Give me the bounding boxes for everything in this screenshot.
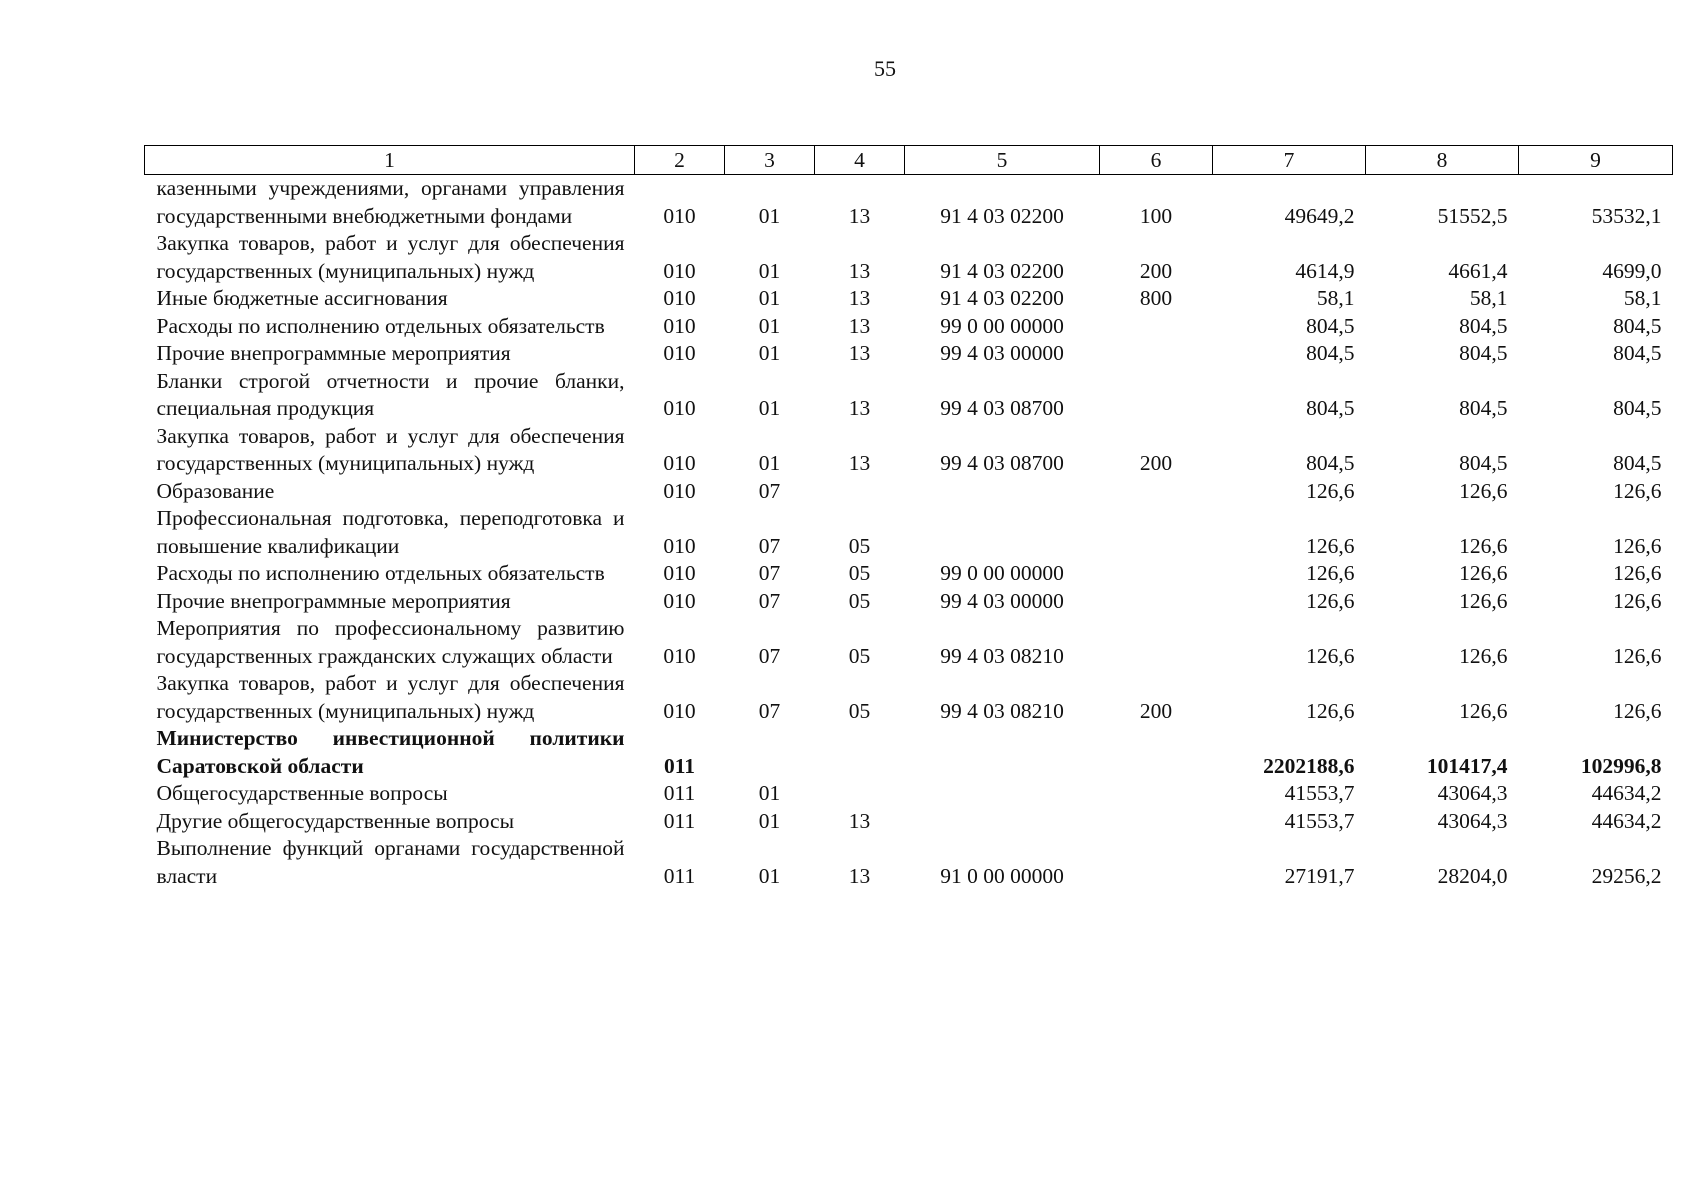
row-name: Образование [156, 478, 275, 503]
amount-col7: 126,6 [1306, 698, 1355, 723]
section-code: 01 [758, 863, 781, 888]
amount-col9: 29256,2 [1591, 863, 1662, 888]
row-name: Мероприятия по профессиональному развитию государственных гражданских служащих области [156, 616, 625, 668]
subsection-code: 13 [848, 341, 871, 365]
subsection-code: 13 [848, 808, 871, 833]
section-code: 01 [758, 808, 781, 833]
amount-col7: 804,5 [1306, 313, 1355, 338]
target-article-code: 99 4 03 08210 [940, 643, 1064, 668]
ministry-code: 010 [663, 698, 696, 723]
section-code: 01 [758, 258, 781, 283]
amount-col8: 804,5 [1459, 341, 1508, 365]
row-name: казенными учреждениями, органами управления государственными внебюджетными фондами [156, 176, 625, 228]
amount-col8: 126,6 [1459, 561, 1508, 585]
ministry-code: 010 [663, 341, 696, 365]
table-row [145, 835, 1673, 890]
row-name: Расходы по исполнению отдельных обязательств [156, 561, 605, 585]
amount-col7: 126,6 [1306, 478, 1355, 503]
expense-type-code [1100, 588, 1213, 616]
amount-col7: 2202188,6 [1263, 753, 1355, 778]
expense-type-code [1100, 313, 1213, 341]
section-code: 07 [758, 588, 781, 613]
column-header: 2 [635, 146, 725, 175]
section-code: 07 [758, 561, 781, 585]
amount-col7: 126,6 [1306, 643, 1355, 668]
amount-col8: 804,5 [1459, 396, 1508, 420]
row-name: Прочие внепрограммные мероприятия [156, 588, 511, 613]
amount-col9: 126,6 [1613, 533, 1662, 558]
ministry-code: 010 [663, 643, 696, 668]
amount-col7: 49649,2 [1284, 203, 1355, 228]
section-code: 01 [758, 451, 781, 475]
amount-col8: 126,6 [1459, 698, 1508, 723]
column-header: 8 [1366, 146, 1519, 175]
row-name: Профессиональная подготовка, переподготовка и повышение квалификации [156, 506, 625, 558]
ministry-code: 011 [663, 753, 696, 778]
amount-col7: 41553,7 [1284, 781, 1355, 805]
subsection-code [815, 478, 905, 506]
amount-col8: 101417,4 [1426, 753, 1508, 778]
target-article-code: 99 0 00 00000 [940, 561, 1064, 585]
row-name: Расходы по исполнению отдельных обязательств [156, 313, 605, 338]
section-code: 01 [758, 313, 781, 338]
target-article-code: 99 4 03 00000 [940, 341, 1064, 365]
subsection-code: 05 [848, 698, 871, 723]
amount-col8: 804,5 [1459, 313, 1508, 338]
amount-col8: 126,6 [1459, 643, 1508, 668]
amount-col9: 102996,8 [1580, 753, 1662, 778]
amount-col9: 4699,0 [1602, 258, 1662, 283]
expense-type-code: 200 [1139, 258, 1173, 283]
table-row [145, 340, 1673, 368]
target-article-code: 99 4 03 08700 [940, 396, 1064, 420]
table-row [145, 780, 1673, 808]
amount-col9: 44634,2 [1591, 808, 1662, 833]
ministry-code: 011 [663, 863, 696, 888]
amount-col8: 804,5 [1459, 451, 1508, 475]
amount-col7: 804,5 [1306, 396, 1355, 420]
budget-table [144, 145, 1673, 890]
ministry-code: 011 [663, 808, 696, 833]
subsection-code: 13 [848, 286, 871, 310]
column-header: 1 [145, 146, 635, 175]
amount-col8: 4661,4 [1448, 258, 1508, 283]
target-article-code: 91 4 03 02200 [940, 286, 1064, 310]
column-header: 4 [815, 146, 905, 175]
subsection-code: 05 [848, 561, 871, 585]
target-article-code [905, 780, 1100, 808]
row-name: Прочие внепрограммные мероприятия [156, 341, 511, 365]
row-name: Общегосударственные вопросы [156, 781, 448, 805]
subsection-code: 05 [848, 643, 871, 668]
subsection-code [815, 780, 905, 808]
expense-type-code [1100, 780, 1213, 808]
amount-col7: 126,6 [1306, 561, 1355, 585]
column-header: 3 [725, 146, 815, 175]
subsection-code: 13 [848, 258, 871, 283]
expense-type-code [1100, 808, 1213, 836]
section-code: 07 [758, 533, 781, 558]
subsection-code [815, 725, 905, 780]
amount-col8: 28204,0 [1437, 863, 1508, 888]
target-article-code [905, 505, 1100, 560]
subsection-code: 13 [848, 863, 871, 888]
amount-col8: 126,6 [1459, 533, 1508, 558]
amount-col8: 51552,5 [1437, 203, 1508, 228]
column-header: 5 [905, 146, 1100, 175]
amount-col7: 58,1 [1316, 286, 1355, 310]
row-name: Закупка товаров, работ и услуг для обеспечения государственных (муниципальных) нужд [156, 671, 625, 723]
row-name: Бланки строгой отчетности и прочие бланки, специальная продукция [156, 368, 625, 420]
amount-col9: 58,1 [1623, 286, 1662, 310]
table-row [145, 560, 1673, 588]
subsection-code: 13 [848, 451, 871, 475]
expense-type-code [1100, 368, 1213, 423]
table-row [145, 368, 1673, 423]
ministry-code: 010 [663, 286, 696, 310]
target-article-code [905, 725, 1100, 780]
amount-col7: 126,6 [1306, 588, 1355, 613]
amount-col7: 804,5 [1306, 451, 1355, 475]
target-article-code: 99 4 03 00000 [940, 588, 1064, 613]
expense-type-code [1100, 725, 1213, 780]
amount-col9: 126,6 [1613, 698, 1662, 723]
amount-col9: 804,5 [1613, 451, 1662, 475]
row-name: Выполнение функций органами государственной власти [156, 836, 625, 888]
expense-type-code [1100, 340, 1213, 368]
table-row [145, 505, 1673, 560]
amount-col9: 126,6 [1613, 588, 1662, 613]
amount-col8: 126,6 [1459, 588, 1508, 613]
amount-col9: 804,5 [1613, 313, 1662, 338]
target-article-code [905, 478, 1100, 506]
subsection-code: 05 [848, 588, 871, 613]
amount-col9: 44634,2 [1591, 781, 1662, 805]
expense-type-code: 100 [1139, 203, 1173, 228]
row-name: Закупка товаров, работ и услуг для обеспечения государственных (муниципальных) нужд [156, 231, 625, 283]
table-row [145, 230, 1673, 285]
table-row [145, 313, 1673, 341]
amount-col8: 58,1 [1469, 286, 1508, 310]
column-header: 7 [1213, 146, 1366, 175]
amount-col8: 126,6 [1459, 478, 1508, 503]
target-article-code: 91 0 00 00000 [940, 863, 1064, 888]
ministry-code: 010 [663, 533, 696, 558]
ministry-code: 011 [663, 781, 696, 805]
ministry-code: 010 [663, 478, 696, 503]
row-name: Другие общегосударственные вопросы [156, 808, 515, 833]
section-code: 01 [758, 341, 781, 365]
section-code: 07 [758, 698, 781, 723]
amount-col7: 4614,9 [1295, 258, 1355, 283]
ministry-code: 010 [663, 396, 696, 420]
row-name: Министерство инвестиционной политики Саратовской области [156, 726, 625, 778]
section-code: 01 [758, 396, 781, 420]
table-row [145, 175, 1673, 231]
section-code: 07 [758, 643, 781, 668]
section-code: 01 [758, 781, 781, 805]
amount-col9: 126,6 [1613, 643, 1662, 668]
table-row [145, 670, 1673, 725]
section-code: 01 [758, 286, 781, 310]
amount-col9: 804,5 [1613, 341, 1662, 365]
subsection-code: 13 [848, 313, 871, 338]
table-row [145, 588, 1673, 616]
ministry-code: 010 [663, 561, 696, 585]
amount-col7: 804,5 [1306, 341, 1355, 365]
section-code: 07 [758, 478, 781, 503]
amount-col9: 804,5 [1613, 396, 1662, 420]
amount-col8: 43064,3 [1437, 781, 1508, 805]
table-row [145, 423, 1673, 478]
expense-type-code [1100, 615, 1213, 670]
subsection-code: 13 [848, 203, 871, 228]
amount-col7: 27191,7 [1284, 863, 1355, 888]
expense-type-code [1100, 505, 1213, 560]
section-code [725, 725, 815, 780]
expense-type-code: 800 [1139, 286, 1173, 310]
amount-col9: 53532,1 [1591, 203, 1662, 228]
expense-type-code [1100, 478, 1213, 506]
row-name: Иные бюджетные ассигнования [156, 286, 448, 310]
table-row [145, 808, 1673, 836]
amount-col7: 126,6 [1306, 533, 1355, 558]
amount-col9: 126,6 [1613, 561, 1662, 585]
expense-type-code: 200 [1139, 451, 1173, 475]
target-article-code: 91 4 03 02200 [940, 203, 1064, 228]
table-row [145, 615, 1673, 670]
amount-col8: 43064,3 [1437, 808, 1508, 833]
target-article-code: 91 4 03 02200 [940, 258, 1064, 283]
section-code: 01 [758, 203, 781, 228]
target-article-code [905, 808, 1100, 836]
ministry-code: 010 [663, 258, 696, 283]
table-header-row [145, 146, 1673, 175]
target-article-code: 99 0 00 00000 [940, 313, 1064, 338]
ministry-code: 010 [663, 588, 696, 613]
amount-col9: 126,6 [1613, 478, 1662, 503]
subsection-code: 13 [848, 396, 871, 420]
column-header: 9 [1519, 146, 1673, 175]
subsection-code: 05 [848, 533, 871, 558]
target-article-code: 99 4 03 08700 [940, 451, 1064, 475]
table-row [145, 478, 1673, 506]
page-number: 55 [874, 56, 896, 81]
table-row-ministry-total [145, 725, 1673, 780]
amount-col7: 41553,7 [1284, 808, 1355, 833]
ministry-code: 010 [663, 313, 696, 338]
column-header: 6 [1100, 146, 1213, 175]
expense-type-code [1100, 835, 1213, 890]
expense-type-code: 200 [1139, 698, 1173, 723]
ministry-code: 010 [663, 451, 696, 475]
target-article-code: 99 4 03 08210 [940, 698, 1064, 723]
table-row [145, 285, 1673, 313]
expense-type-code [1100, 560, 1213, 588]
ministry-code: 010 [663, 203, 696, 228]
row-name: Закупка товаров, работ и услуг для обеспечения государственных (муниципальных) нужд [156, 423, 625, 475]
